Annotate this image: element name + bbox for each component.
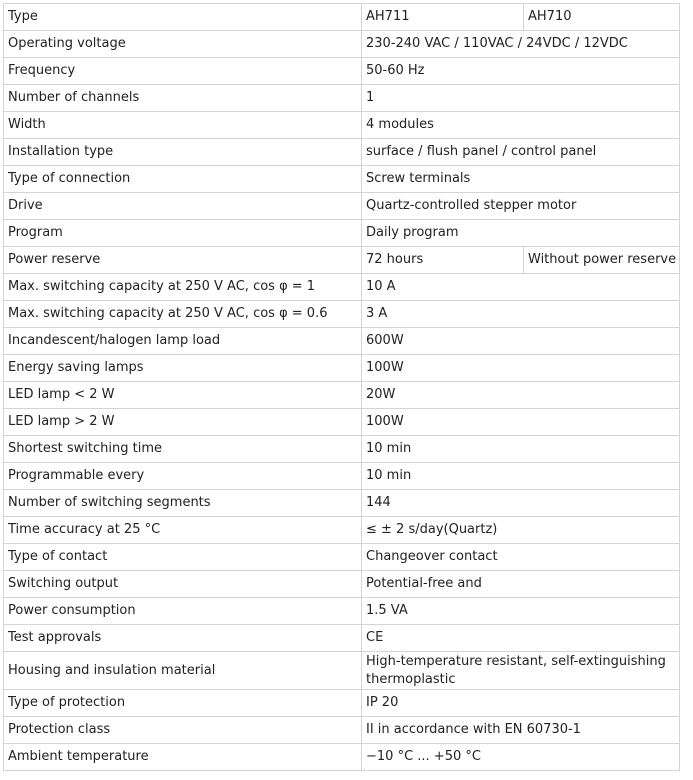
table-row	[4, 166, 680, 193]
row-value: IP 20	[362, 690, 680, 717]
row-label: Operating voltage	[4, 31, 362, 58]
table-row	[4, 409, 680, 436]
table-row	[4, 31, 680, 58]
row-label: Type of connection	[4, 166, 362, 193]
row-value: 1	[362, 85, 680, 112]
row-value-ah710: Without power reserve	[524, 247, 680, 274]
table-row	[4, 4, 680, 31]
row-value-ah710: AH710	[524, 4, 680, 31]
row-value: Changeover contact	[362, 544, 680, 571]
row-value: Daily program	[362, 220, 680, 247]
row-label: Test approvals	[4, 625, 362, 652]
row-label: Incandescent/halogen lamp load	[4, 328, 362, 355]
table-row	[4, 717, 680, 744]
row-value: 4 modules	[362, 112, 680, 139]
table-row	[4, 598, 680, 625]
row-value: 10 A	[362, 274, 680, 301]
row-label: Programmable every	[4, 463, 362, 490]
table-row	[4, 544, 680, 571]
row-value-ah711: AH711	[362, 4, 524, 31]
row-label: Max. switching capacity at 250 V AC, cos φ = 0.6	[4, 301, 362, 328]
row-value: 50-60 Hz	[362, 58, 680, 85]
table-row	[4, 355, 680, 382]
table-row	[4, 139, 680, 166]
row-value: ≤ ± 2 s/day(Quartz)	[362, 517, 680, 544]
table-row	[4, 85, 680, 112]
table-row	[4, 247, 680, 274]
row-label: Type of protection	[4, 690, 362, 717]
row-label: Protection class	[4, 717, 362, 744]
row-value: 20W	[362, 382, 680, 409]
table-row	[4, 382, 680, 409]
table-row	[4, 436, 680, 463]
row-label: Shortest switching time	[4, 436, 362, 463]
table-row	[4, 301, 680, 328]
row-label: Power reserve	[4, 247, 362, 274]
row-value: 100W	[362, 355, 680, 382]
row-label: Number of channels	[4, 85, 362, 112]
row-value: CE	[362, 625, 680, 652]
table-row	[4, 690, 680, 717]
table-row	[4, 58, 680, 85]
row-label: Housing and insulation material	[4, 652, 362, 690]
row-value: 1.5 VA	[362, 598, 680, 625]
table-row	[4, 463, 680, 490]
table-row	[4, 220, 680, 247]
table-row	[4, 571, 680, 598]
row-value: High-temperature resistant, self-extinguishing thermoplastic	[362, 652, 680, 690]
row-label: LED lamp < 2 W	[4, 382, 362, 409]
row-value: −10 °C ... +50 °C	[362, 744, 680, 771]
row-label: Installation type	[4, 139, 362, 166]
row-value: 100W	[362, 409, 680, 436]
row-value: 230-240 VAC / 110VAC / 24VDC / 12VDC	[362, 31, 680, 58]
row-label: Width	[4, 112, 362, 139]
row-value: 144	[362, 490, 680, 517]
row-label: Drive	[4, 193, 362, 220]
row-label: Max. switching capacity at 250 V AC, cos φ = 1	[4, 274, 362, 301]
row-value-ah711: 72 hours	[362, 247, 524, 274]
table-row	[4, 274, 680, 301]
row-label: Number of switching segments	[4, 490, 362, 517]
row-label: Switching output	[4, 571, 362, 598]
table-row	[4, 112, 680, 139]
table-row	[4, 490, 680, 517]
row-label: LED lamp > 2 W	[4, 409, 362, 436]
row-value: II in accordance with EN 60730-1	[362, 717, 680, 744]
spec-table	[3, 3, 680, 771]
table-row	[4, 625, 680, 652]
row-label: Ambient temperature	[4, 744, 362, 771]
row-value: 600W	[362, 328, 680, 355]
row-value: Screw terminals	[362, 166, 680, 193]
row-label: Frequency	[4, 58, 362, 85]
table-row	[4, 652, 680, 690]
row-value: surface / flush panel / control panel	[362, 139, 680, 166]
table-row	[4, 328, 680, 355]
row-label: Power consumption	[4, 598, 362, 625]
row-value: 10 min	[362, 436, 680, 463]
table-row	[4, 193, 680, 220]
row-value: Potential-free and	[362, 571, 680, 598]
table-row	[4, 517, 680, 544]
row-value: 10 min	[362, 463, 680, 490]
row-label: Type	[4, 4, 362, 31]
row-value: Quartz-controlled stepper motor	[362, 193, 680, 220]
row-value: 3 A	[362, 301, 680, 328]
row-label: Program	[4, 220, 362, 247]
row-label: Energy saving lamps	[4, 355, 362, 382]
table-row	[4, 744, 680, 771]
row-label: Time accuracy at 25 °C	[4, 517, 362, 544]
row-label: Type of contact	[4, 544, 362, 571]
